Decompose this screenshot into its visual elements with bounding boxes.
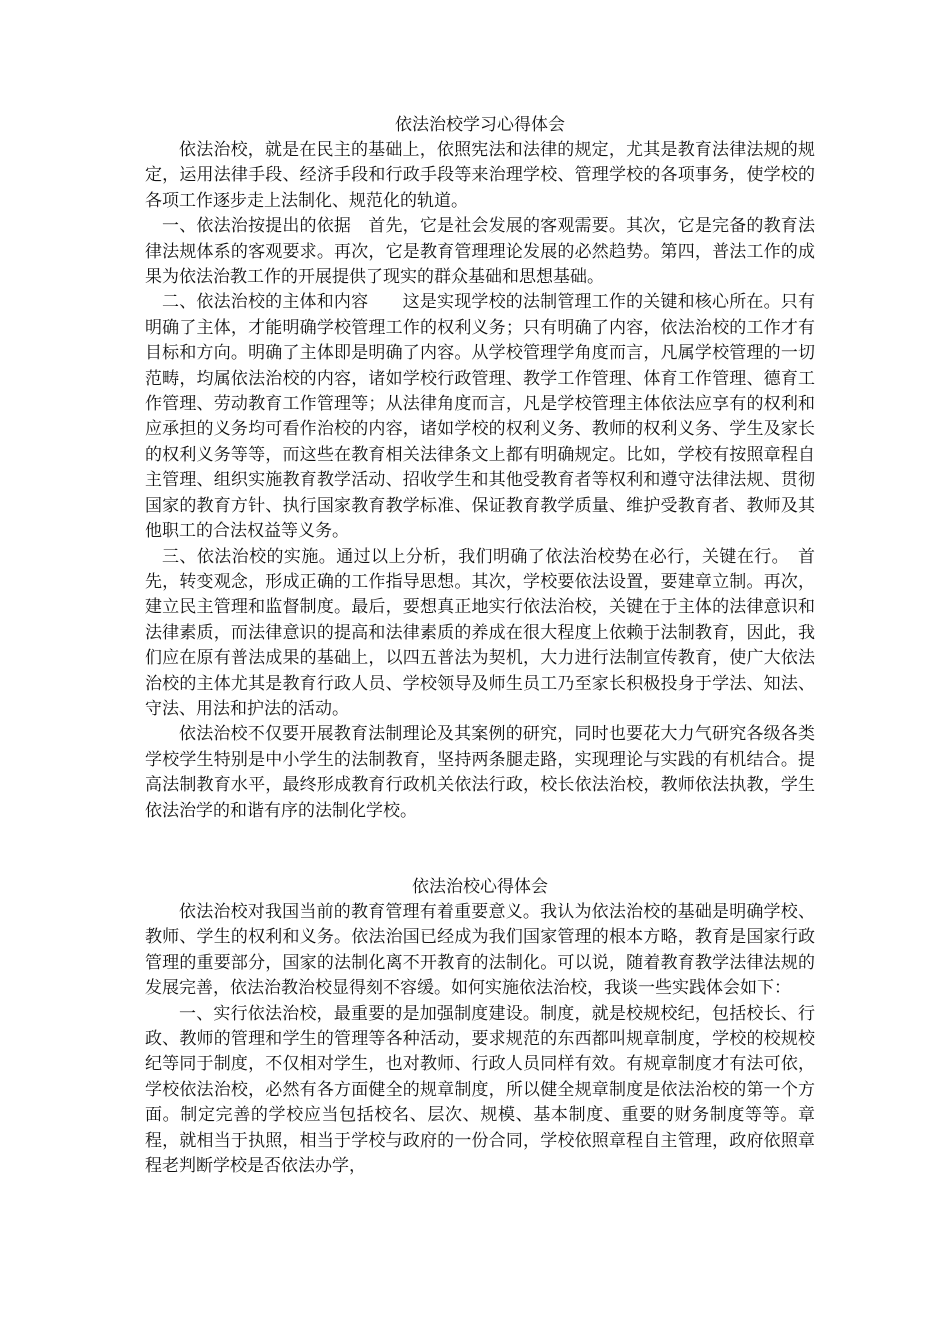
section-spacer — [145, 824, 815, 874]
paragraph-section-3: 三、依法治校的实施。通过以上分析，我们明确了依法治校势在必行，关键在行。 首先，转变观念，形成正确的工作指导思想。其次，学校要依法设置，要建章立制。再次，建立民主管理和监督制度。最后，要想真正地实行依法治校，关键在于主体的法律意识和法律素质，而法律意识的提高和法律素质的养成在很大程度上依赖于法制教育，因此，我们应在原有普法成果的基础上，以四五普法为契机，大力进行法制宣传教育，使广大依法治校的主体尤其是教育行政人员、学校领导及师生员工乃至家长积极投身于学法、知法、守法、用法和护法的活动。 — [145, 546, 815, 719]
paragraph-section-1: 一、依法治按提出的依据 首先，它是社会发展的客观需要。其次，它是完备的教育法律法规体系的客观要求。再次，它是教育管理理论发展的必然趋势。第四，普法工作的成果为依法治教工作的开展提供了现实的群众基础和思想基础。 — [145, 216, 815, 288]
document-page — [145, 112, 815, 1179]
paragraph-section-2: 二、依法治校的主体和内容 这是实现学校的法制管理工作的关键和核心所在。只有明确了主体，才能明确学校管理工作的权利义务；只有明确了内容，依法治校的工作才有目标和方向。明确了主体即是明确了内容。从学校管理学角度而言，凡属学校管理的一切范畴，均属依法治校的内容，诸如学校行政管理、教学工作管理、体育工作管理、德育工作管理、劳动教育工作管理等；从法律角度而言，凡是学校管理主体依法应享有的权利和应承担的义务均可看作治校的内容，诸如学校的权利义务、教师的权利义务、学生及家长的权利义务等等，而这些在教育相关法律条文上都有明确规定。比如，学校有按照章程自主管理、组织实施教育教学活动、招收学生和其他受教育者等权利和遵守法律法规、贯彻国家的教育方针、执行国家教育教学标准、保证教育教学质量、维护受教育者、教师及其他职工的合法权益等义务。 — [145, 292, 815, 542]
document-title: 依法治校学习心得体会 — [395, 115, 565, 135]
paragraph-intro: 依法治校，就是在民主的基础上，依照宪法和法律的规定，尤其是教育法律法规的规定，运用法律手段、经济手段和行政手段等来治理学校、管理学校的各项事务，使学校的各项工作逐步走上法制化、规范化的轨道。 — [145, 140, 815, 211]
second-document-title: 依法治校心得体会 — [412, 876, 548, 897]
paragraph-doc2-section-1: 一、实行依法治校，最重要的是加强制度建设。制度，就是校规校纪，包括校长、行政、教师的管理和学生的管理等各种活动，要求规范的东西都叫规章制度，学校的校规校纪等同于制度，不仅相对学生，也对教师、行政人员同样有效。有规章制度才有法可依，学校依法治校，必然有各方面健全的规章制度，所以健全规章制度是依法治校的第一个方面。制定完善的学校应当包括校名、层次、规模、基本制度、重要的财务制度等等。章程，就相当于执照，相当于学校与政府的一份合同，学校依照章程自主管理，政府依照章程老判断学校是否依法办学， — [145, 1003, 815, 1177]
paragraph-doc2-intro: 依法治校对我国当前的教育管理有着重要意义。我认为依法治校的基础是明确学校、教师、学生的权利和义务。依法治国已经成为我们国家管理的根本方略，教育是国家行政管理的重要部分，国家的法制化离不开教育的法制化。可以说，随着教育教学法律法规的发展完善，依法治教治校显得刻不容缓。如何实施依法治校，我谈一些实践体会如下： — [145, 901, 815, 999]
paragraph-conclusion: 依法治校不仅要开展教育法制理论及其案例的研究，同时也要花大力气研究各级各类学校学生特别是中小学生的法制教育，坚持两条腿走路，实现理论与实践的有机结合。提高法制教育水平，最终形成教育行政机关依法行政，校长依法治校，教师依法执教，学生依法治学的和谐有序的法制化学校。 — [145, 724, 815, 821]
